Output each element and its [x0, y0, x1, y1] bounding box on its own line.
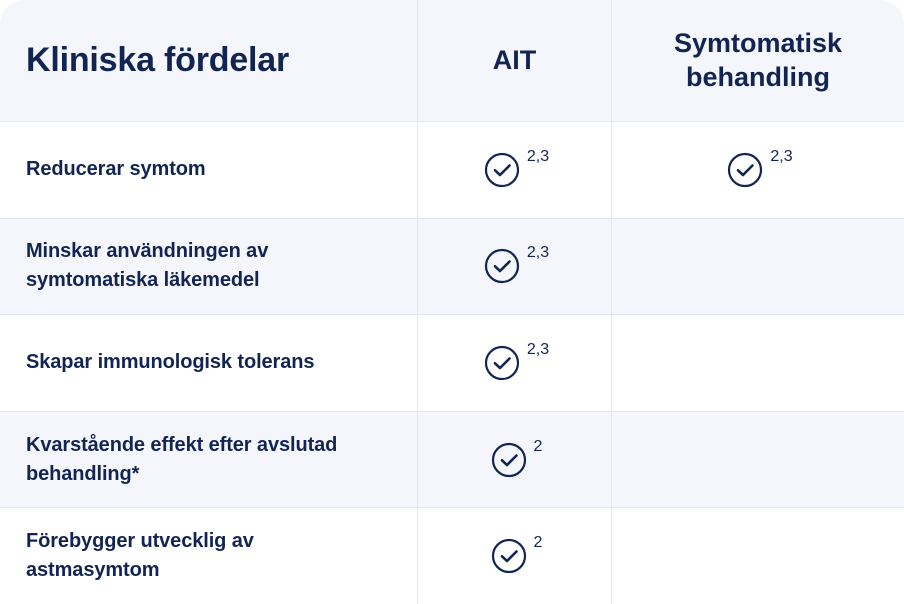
benefit-label: Kvarstående effekt efter avslutad behandling* [26, 433, 338, 485]
symptomatic-value-cell [612, 508, 904, 604]
check-mark-group [487, 534, 543, 578]
check-circle-icon [723, 148, 767, 192]
benefit-label-cell [0, 412, 418, 508]
symptomatic-value-cell [612, 219, 904, 315]
check-circle-icon [480, 341, 524, 385]
reference-superscript: 2,3 [526, 244, 550, 262]
empty-value [758, 556, 759, 557]
check-circle-icon [480, 244, 524, 288]
table-row [0, 411, 904, 508]
check-mark-group [480, 244, 549, 288]
benefit-label: Skapar immunologisk tolerans [26, 351, 315, 374]
benefit-label: Minskar användningen av symtomatiska läkemedel [26, 240, 269, 292]
reference-superscript: 2,3 [770, 147, 793, 165]
reference-superscript: 2,3 [526, 147, 550, 165]
empty-value [758, 266, 759, 267]
table-row [0, 121, 904, 218]
check-mark-group [487, 438, 543, 482]
column-header-symptomatic-label: Symtomatisk behandling [673, 27, 843, 92]
ait-value-cell [418, 412, 612, 508]
column-header-ait-label: AIT [492, 44, 537, 75]
empty-value [758, 362, 759, 363]
ait-value-cell [418, 315, 612, 411]
column-header-ait [418, 0, 612, 121]
reference-superscript: 2,3 [526, 340, 550, 358]
check-circle-icon [487, 438, 531, 482]
table-row [0, 507, 904, 604]
column-header-symptomatic [612, 0, 904, 121]
check-mark-group [480, 341, 549, 385]
benefit-label-cell [0, 122, 418, 218]
table-header-row [0, 0, 904, 121]
benefit-label: Reducerar symtom [26, 158, 206, 181]
empty-value [758, 459, 759, 460]
symptomatic-value-cell [612, 315, 904, 411]
symptomatic-value-cell [612, 412, 904, 508]
check-mark-group [480, 148, 549, 192]
reference-superscript: 2 [533, 437, 543, 455]
symptomatic-value-cell [612, 122, 904, 218]
ait-value-cell [418, 508, 612, 604]
ait-value-cell [418, 219, 612, 315]
benefit-label-cell [0, 508, 418, 604]
check-circle-icon [487, 534, 531, 578]
table-title-cell [0, 0, 418, 121]
benefit-label-cell [0, 219, 418, 315]
reference-superscript: 2 [533, 534, 543, 552]
check-mark-group [723, 148, 792, 192]
page-title: Kliniska fördelar [26, 40, 290, 79]
benefit-label: Förebygger utvecklig av astmasymtom [26, 530, 254, 582]
table-row [0, 218, 904, 315]
benefit-label-cell [0, 315, 418, 411]
table-row [0, 314, 904, 411]
ait-value-cell [418, 122, 612, 218]
check-circle-icon [480, 148, 524, 192]
